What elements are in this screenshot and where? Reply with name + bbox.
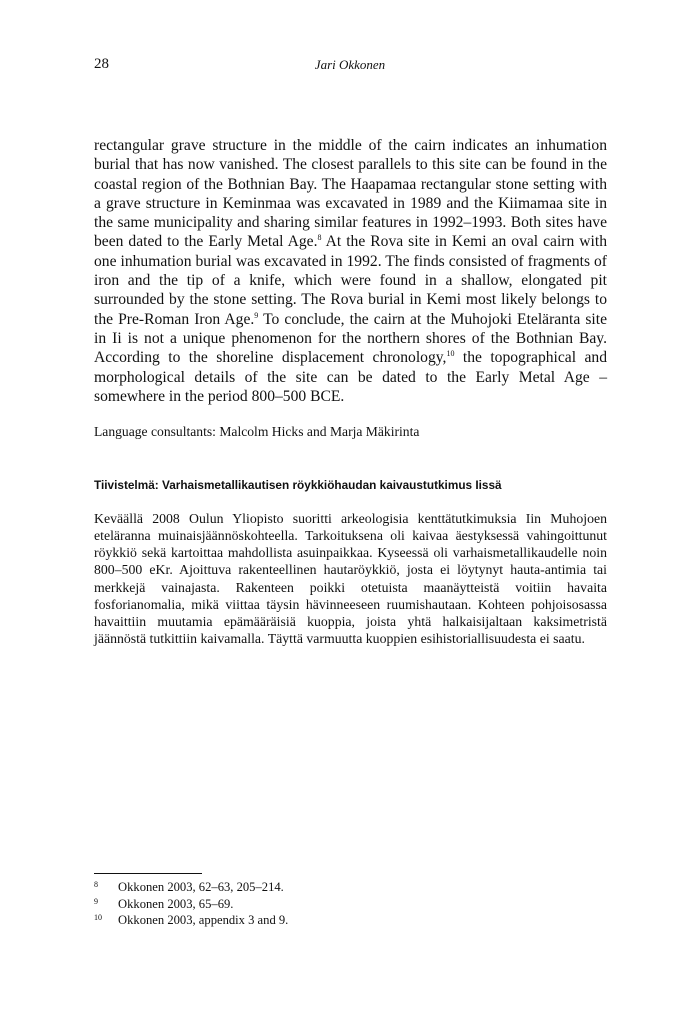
summary-paragraph: Keväällä 2008 Oulun Yliopisto suoritti arkeologisia kenttätutkimuksia Iin Muhojoen eteläranna muinaisjäännöskohteella. Tarkoituksena oli kaivaa äestyksessä vahingoittunut röykkiö sekä kartoittaa mahdollista asuinpaikkaa. Kyseessä oli varhaismetallikaudelle noin 800–500 eKr. Ajoittuva rakenteellinen hautaröykkiö, josta ei löytynyt hauta-antimia tai merkkejä vainajasta. Rakenteen poikki otetuista maanäytteistä voitiin havaita fosforianomalia, mikä viittaa täysin hävinneeseen ruumishautaan. Kohteen pohjoisosassa havaittiin muutamia epämääräisiä kuoppia, joista yhtä halkaisijaltaan kaksimetristä jäännöstä tutkittiin kaivamalla. Täyttä varmuutta kuoppien esihistoriallisuudesta ei saatu. bbox=[94, 511, 607, 647]
footnote-text: Okkonen 2003, 62–63, 205–214. bbox=[118, 880, 284, 894]
footnote-text: Okkonen 2003, appendix 3 and 9. bbox=[118, 913, 289, 927]
footnote-number: 8 bbox=[94, 880, 98, 889]
footnote-text: Okkonen 2003, 65–69. bbox=[118, 896, 234, 911]
footnote-ref-10: 10 bbox=[446, 349, 455, 359]
footnote-item bbox=[94, 912, 607, 929]
footnote-divider bbox=[94, 873, 202, 874]
footnote-ref-9: 9 bbox=[254, 310, 259, 320]
footnote-item bbox=[94, 896, 607, 913]
footnotes bbox=[94, 879, 607, 929]
body-text-4: the topographical and morphological details of the site can be dated to the Early Metal Age – somewhere in the period 800–500 BCE. bbox=[94, 349, 607, 405]
footnote-number: 9 bbox=[94, 896, 98, 906]
footnote-number: 10 bbox=[94, 913, 102, 922]
footnote-item bbox=[94, 879, 607, 896]
summary-heading: Tiivistelmä: Varhaismetallikautisen röykkiöhaudan kaivaustutkimus Iissä bbox=[94, 478, 502, 492]
footnote-ref-8: 8 bbox=[317, 233, 322, 243]
body-text-3: To conclude, the cairn at the Muhojoki Eteläranta site in Ii is not a unique phenomenon for the northern shores of the Bothnian Bay. According to the shoreline displacement chronology, bbox=[94, 310, 607, 367]
body-text-1: rectangular grave structure in the middle of the cairn indicates an inhumation burial that has now vanished. The closest parallels to this site can be found in the coastal region of the Bothnian Bay. The Haapamaa rectangular stone setting with a grave structure in Keminmaa was excavated in 1989 and the Kiimamaa site in the same municipality and sharing similar features in 1992–1993. Both sites have been dated to the Early Metal Age. bbox=[94, 137, 607, 251]
body-paragraph bbox=[94, 136, 607, 406]
language-consultants: Language consultants: Malcolm Hicks and Marja Mäkirinta bbox=[94, 424, 420, 439]
body-text-2: At the Rova site in Kemi an oval cairn with one inhumation burial was excavated in 1992. The finds consisted of fragments of iron and the tip of a knife, which were found in a shallow, elongated pit surrounded by the stone setting. The Rova burial in Kemi most likely belongs to the Pre-Roman Iron Age. bbox=[94, 233, 607, 328]
running-head: Jari Okkonen bbox=[314, 57, 386, 72]
page-number: 28 bbox=[94, 56, 109, 72]
